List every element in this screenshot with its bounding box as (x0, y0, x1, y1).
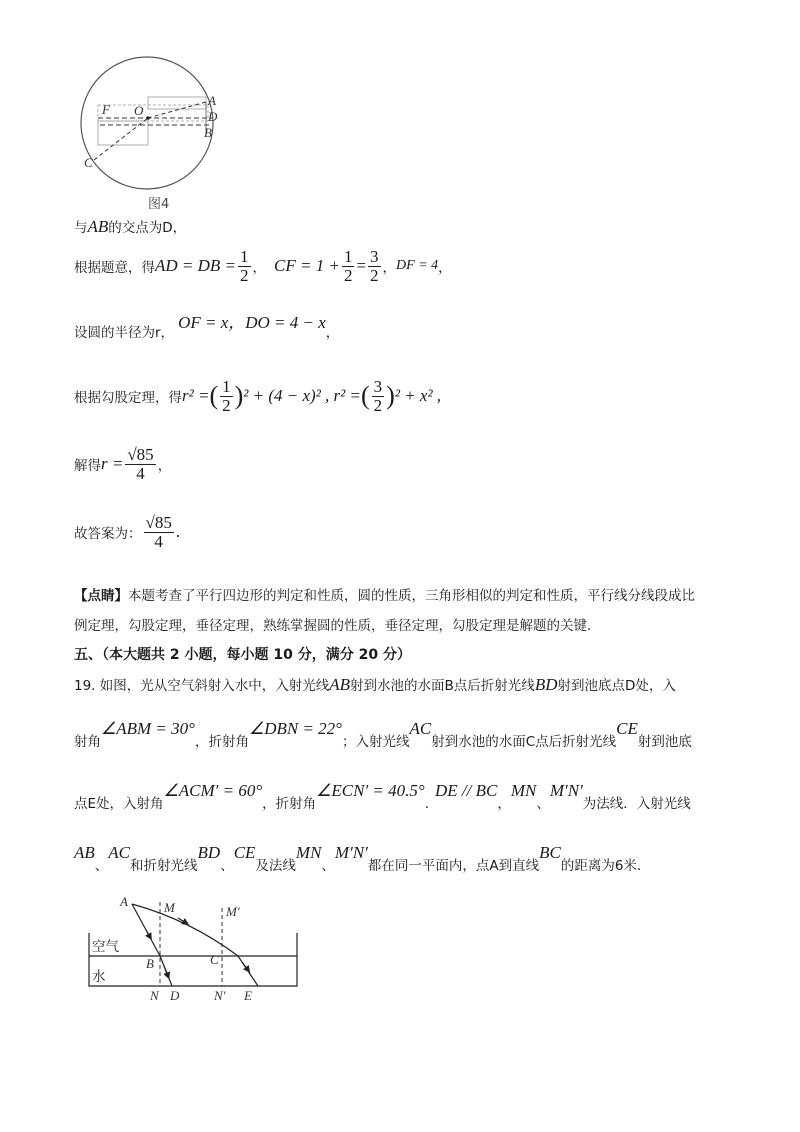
line-co (94, 118, 148, 160)
label-b19: B (146, 956, 154, 971)
label-d19: D (170, 988, 180, 1003)
q19-line-1: 19. 如图，光从空气斜射入水中，入射光线AB射到水池的水面B点后折射光线BD射到池底点D处，入 (74, 675, 676, 694)
label-water: 水 (92, 969, 106, 985)
label-c19: C (210, 952, 219, 967)
label-n19: N (150, 988, 159, 1003)
label-o: O (134, 103, 144, 118)
label-e19: E (244, 988, 252, 1003)
label-c: C (84, 155, 93, 170)
label-m19: M (164, 900, 175, 915)
label-a: A (208, 93, 216, 108)
figure-4-caption: 图4 (148, 197, 170, 212)
label-air: 空气 (92, 939, 119, 955)
comment-line-2: 例定理，勾股定理，垂径定理，熟练掌握圆的性质，垂径定理，勾股定理是解题的关键． (74, 618, 601, 634)
label-n2-19: N′ (214, 988, 226, 1003)
solution-line-1: 与AB的交点为D， (74, 217, 187, 236)
section-heading: 五、（本大题共 2 小题，每小题 10 分，满分 20 分） (74, 647, 411, 663)
solution-line-4: 根据勾股定理，得 r² = ( $\frac{1}{2}$ ) ² + (4 − x)² , r² = ( $\frac{3}{2}$ ) ² + x² , (74, 377, 442, 415)
label-b: B (204, 125, 212, 140)
label-m2-19: M′ (226, 904, 240, 919)
line-oa (148, 102, 206, 118)
q19-line-4: AB、AC和折射光线BD、CE及法线MN、M′N′都在同一平面内，点A到直线BC的距离为6米． (74, 843, 651, 874)
comment-line-1: 【点睛】本题考查了平行四边形的判定和性质，圆的性质，三角形相似的判定和性质，平行线分线段成比 (74, 588, 695, 604)
q19-line-3: 点E处，入射角∠ACM′ = 60°，折射角∠ECN′ = 40.5°.DE // BC，MN、M′N′为法线．入射光线 (74, 781, 691, 812)
solution-line-6: 故答案为： $\frac{√85}{4}$ . (74, 513, 181, 551)
label-a19: A (120, 894, 128, 909)
label-d: D (208, 109, 218, 124)
circle (81, 57, 213, 189)
comment-tag: 【点睛】 (74, 588, 128, 604)
figure-4 (80, 55, 230, 205)
ray-ce (238, 956, 258, 986)
q19-line-2: 射角∠ABM = 30°，折射角∠DBN = 22°；入射光线AC射到水池的水面C点后折射光线CE射到池底 (74, 719, 692, 750)
solution-line-5: 解得 r = $\frac{√85}{4}$ ， (74, 445, 172, 483)
pool-outline (89, 933, 297, 986)
figure-19 (80, 890, 320, 1010)
solution-line-3: 设圆的半径为r， OF = x，DO = 4 − x ， (74, 313, 340, 341)
label-f: F (102, 102, 110, 117)
solution-line-2: 根据题意，得 AD = DB = $\frac{1}{2}$ ， CF = 1 + $\frac{1}{2}$ = $\frac{3}{2}$ ， DF = 4 ， (74, 247, 452, 285)
